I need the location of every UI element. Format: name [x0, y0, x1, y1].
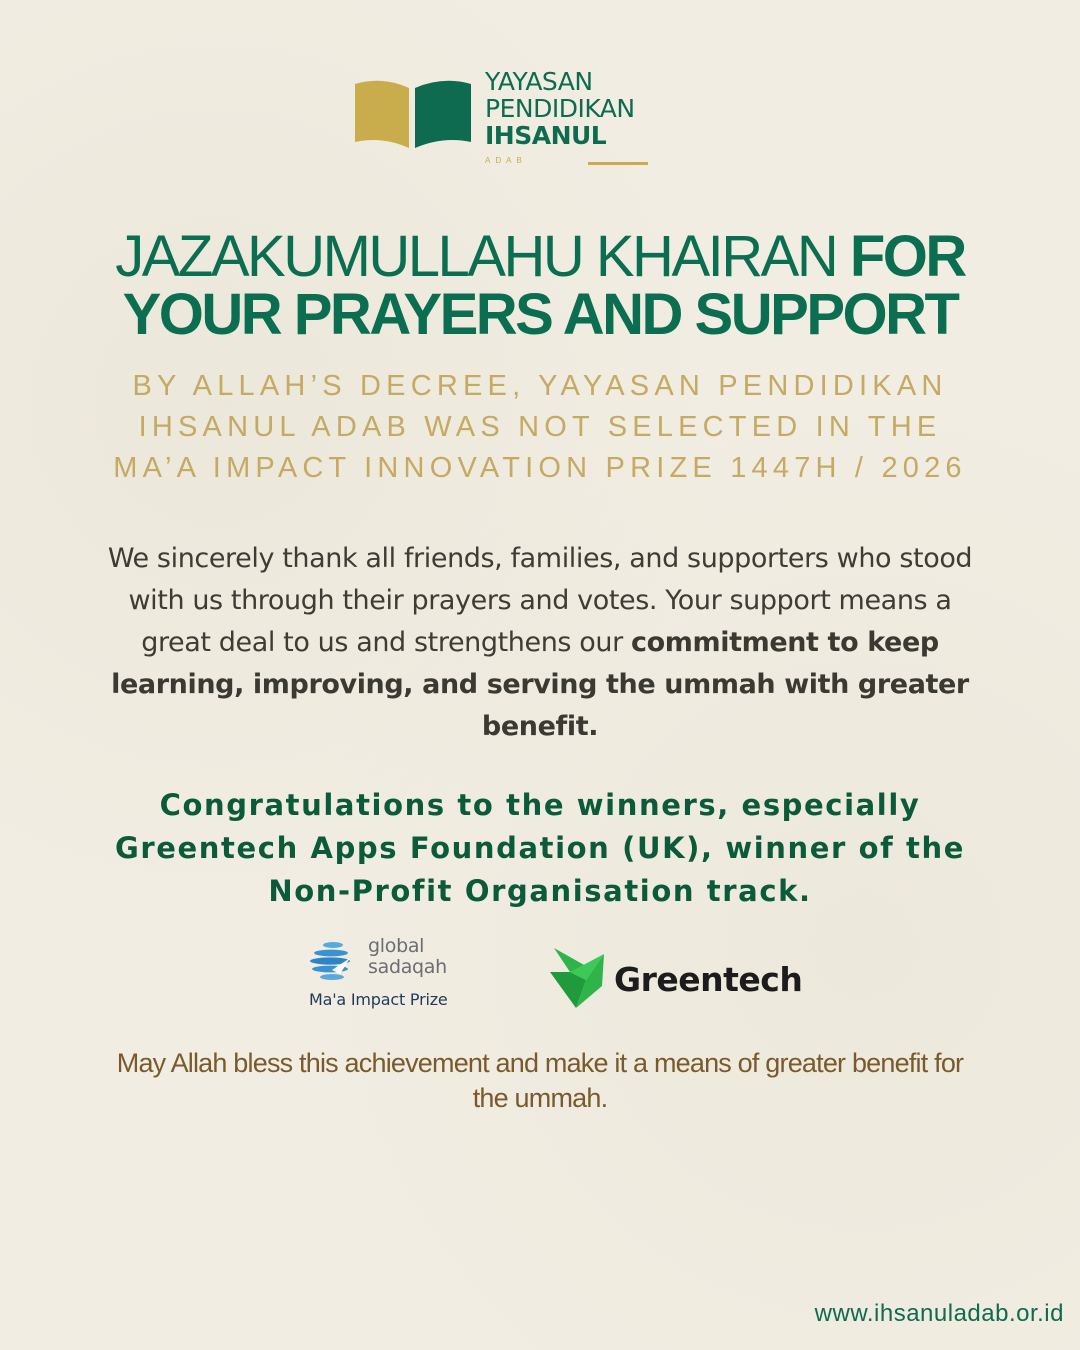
global-sadaqah-icon — [310, 940, 356, 986]
global-sadaqah-wordmark — [368, 936, 447, 978]
headline-bold-2: YOUR PRAYERS AND SUPPORT — [122, 282, 958, 347]
foundation-logo — [355, 68, 655, 168]
greentech-logo — [550, 946, 820, 1012]
greentech-wordmark: Greentech — [614, 960, 803, 999]
global-sadaqah-logo — [306, 936, 476, 1016]
logo-line-2: PENDIDIKAN — [485, 94, 635, 123]
thank-you-paragraph — [90, 538, 990, 748]
headline-bold-1: FOR — [849, 224, 965, 289]
congratulations-text: Congratulations to the winners, especially Greentech Apps Foundation (UK), winner of the Non-Profit Organisation track. — [114, 788, 966, 908]
greentech-icon — [550, 946, 606, 1010]
body-bold: commitment to keep learning, improving, and serving the ummah with greater benefit. — [111, 627, 969, 742]
gs-name-line-2: sadaqah — [368, 956, 447, 978]
logo-line-3: IHSANUL — [485, 121, 607, 150]
closing-prayer: May Allah bless this achievement and make it a means of greater benefit for the ummah. — [116, 1048, 964, 1113]
maa-impact-prize-label: Ma'a Impact Prize — [309, 990, 448, 1009]
subheadline: BY ALLAH’S DECREE, YAYASAN PENDIDIKAN IHSANUL ADAB WAS NOT SELECTED IN THE MA’A IMPACT INNOVATION PRIZE 1447H / 2026 — [113, 370, 967, 484]
open-book-logo-icon — [355, 78, 471, 148]
website-link[interactable]: www.ihsanuladab.or.id — [814, 1300, 1064, 1327]
body-regular: We sincerely thank all friends, families, and supporters who stood with us through their prayers and votes. Your support means a great deal to us and strengthens our — [107, 543, 973, 658]
headline — [60, 224, 1020, 347]
logo-wordmark — [485, 68, 635, 149]
logo-divider — [588, 162, 648, 165]
logo-subtext: ADAB — [485, 156, 527, 165]
gs-name-line-1: global — [368, 935, 425, 957]
logo-line-1: YAYASAN — [485, 67, 593, 96]
headline-light: JAZAKUMULLAHU KHAIRAN — [115, 224, 837, 289]
